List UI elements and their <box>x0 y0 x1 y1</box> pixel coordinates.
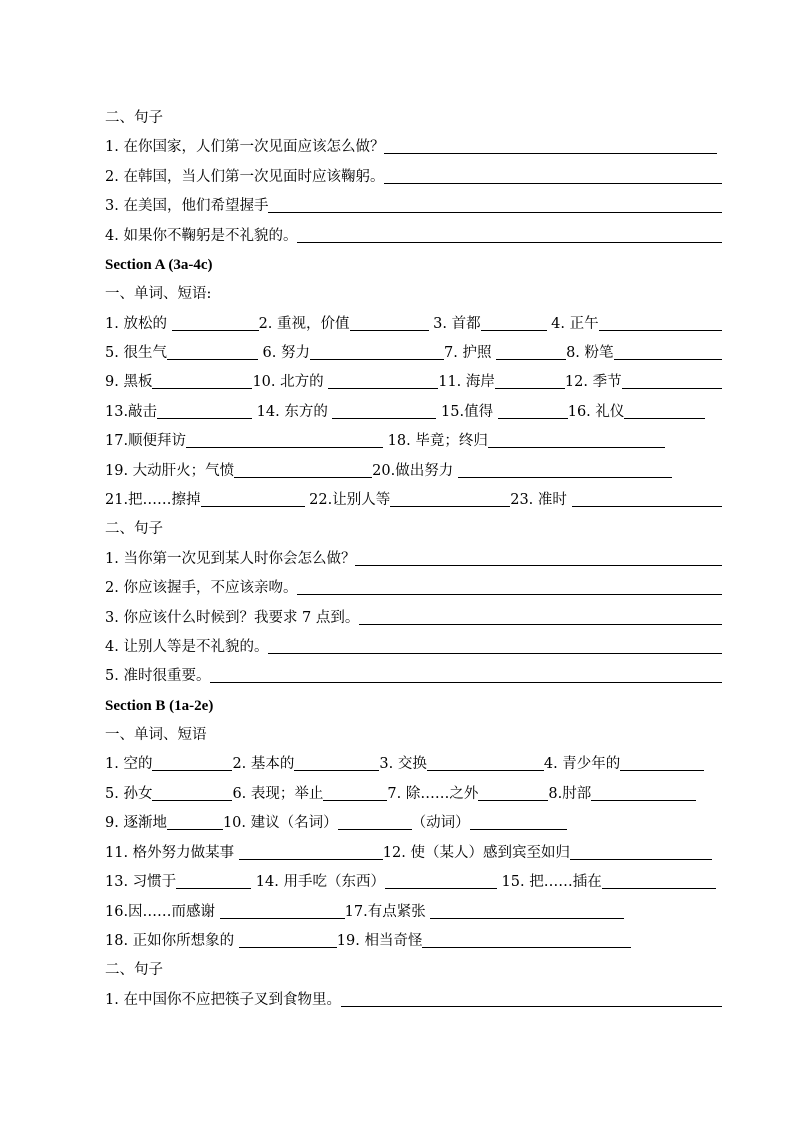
sentence-line <box>105 222 722 246</box>
vocab-item: 13. 习惯于 <box>105 874 177 890</box>
answer-blank[interactable] <box>220 902 345 919</box>
vocab-row <box>105 486 722 510</box>
answer-blank[interactable] <box>614 343 722 360</box>
vocab-item: 7. 护照 <box>444 345 497 361</box>
sentence-line <box>105 133 717 157</box>
answer-blank[interactable] <box>157 402 252 419</box>
answer-blank[interactable] <box>297 226 722 243</box>
answer-blank[interactable] <box>186 431 383 448</box>
vocab-item: 7. 除……之外 <box>387 786 479 802</box>
sentence-line <box>105 633 722 657</box>
sentence-line <box>105 163 722 187</box>
vocab-item: 18. 毕竟；终归 <box>383 433 488 449</box>
section-heading <box>105 956 163 980</box>
sentence-text: 3. 你应该什么时候到？我要求 7 点到。 <box>105 610 360 626</box>
answer-blank[interactable] <box>384 137 717 154</box>
answer-blank[interactable] <box>310 343 444 360</box>
answer-blank[interactable] <box>385 872 497 889</box>
answer-blank[interactable] <box>599 314 722 331</box>
heading-text: 二、句子 <box>105 110 163 126</box>
sentence-line <box>105 574 722 598</box>
vocab-item: 19. 大动肝火；气愤 <box>105 463 235 479</box>
vocab-item: 3. 交换 <box>379 756 427 772</box>
vocab-item: 10. 建议（名词） <box>222 815 338 831</box>
vocab-item: 5. 很生气 <box>105 345 167 361</box>
vocab-item: 5. 孙女 <box>105 786 153 802</box>
answer-blank[interactable] <box>268 196 722 213</box>
answer-blank[interactable] <box>624 402 705 419</box>
section-title-text: Section A (3a-4c) <box>105 257 213 273</box>
answer-blank[interactable] <box>167 813 223 830</box>
sentence-text: 5. 准时很重要。 <box>105 668 211 684</box>
answer-blank[interactable] <box>355 549 722 566</box>
vocab-row <box>105 339 722 363</box>
sentence-line <box>105 604 722 628</box>
sentence-line <box>105 986 722 1010</box>
answer-blank[interactable] <box>622 372 722 389</box>
vocab-item: （动词） <box>411 815 470 831</box>
answer-blank[interactable] <box>488 431 665 448</box>
answer-blank[interactable] <box>481 314 547 331</box>
vocab-item: 6. 努力 <box>257 345 311 361</box>
vocab-item: 12. 季节 <box>564 374 622 390</box>
vocab-item: 13.敲击 <box>105 404 158 420</box>
vocab-item: 14. 东方的 <box>252 404 333 420</box>
vocab-heading <box>105 721 207 745</box>
vocab-row <box>105 898 624 922</box>
vocab-item: 11. 海岸 <box>438 374 495 390</box>
answer-blank[interactable] <box>152 754 232 771</box>
vocab-item: 15.值得 <box>436 404 498 420</box>
answer-blank[interactable] <box>297 578 722 595</box>
vocab-item: 4. 青少年的 <box>543 756 621 772</box>
section-heading <box>105 104 163 128</box>
vocab-item: 17.有点紧张 <box>344 904 431 920</box>
vocab-item: 1. 放松的 <box>105 316 172 332</box>
vocab-item: 20.做出努力 <box>372 463 458 479</box>
answer-blank[interactable] <box>268 637 722 654</box>
answer-blank[interactable] <box>201 490 305 507</box>
vocab-item: 12. 使（某人）感到宾至如归 <box>382 845 570 861</box>
answer-blank[interactable] <box>478 784 548 801</box>
answer-blank[interactable] <box>239 931 337 948</box>
vocab-row <box>105 868 716 892</box>
vocab-item: 22.让别人等 <box>304 492 391 508</box>
vocab-item: 2. 重视，价值 <box>258 316 350 332</box>
answer-blank[interactable] <box>390 490 510 507</box>
vocab-heading <box>105 280 211 304</box>
sentence-line <box>105 662 722 686</box>
sentence-text: 3. 在美国，他们希望握手 <box>105 198 269 214</box>
heading-text: 一、单词、短语 <box>105 727 207 743</box>
answer-blank[interactable] <box>620 754 704 771</box>
heading-text: 二、句子 <box>105 521 163 537</box>
vocab-item: 21.把……擦掉 <box>105 492 201 508</box>
vocab-item: 23. 准时 <box>510 492 572 508</box>
answer-blank[interactable] <box>234 461 372 478</box>
vocab-item: 9. 黑板 <box>105 374 153 390</box>
sentence-text: 2. 在韩国，当人们第一次见面时应该鞠躬。 <box>105 169 385 185</box>
vocab-row <box>105 809 567 833</box>
answer-blank[interactable] <box>384 167 722 184</box>
vocab-item: 17.顺便拜访 <box>105 433 187 449</box>
answer-blank[interactable] <box>422 931 631 948</box>
sentence-text: 2. 你应该握手，不应该亲吻。 <box>105 580 298 596</box>
vocab-item: 6. 表现；举止 <box>232 786 324 802</box>
vocab-row <box>105 927 631 951</box>
vocab-item: 11. 格外努力做某事 <box>105 845 239 861</box>
answer-blank[interactable] <box>570 843 712 860</box>
vocab-item: 3. 首都 <box>428 316 481 332</box>
vocab-item: 10. 北方的 <box>252 374 329 390</box>
vocab-row <box>105 780 696 804</box>
vocab-item: 19. 相当奇怪 <box>336 933 423 949</box>
answer-blank[interactable] <box>495 372 565 389</box>
answer-blank[interactable] <box>167 343 258 360</box>
vocab-row <box>105 839 712 863</box>
vocab-row <box>105 427 665 451</box>
sentence-text: 4. 让别人等是不礼貌的。 <box>105 639 269 655</box>
sentence-text: 4. 如果你不鞠躬是不礼貌的。 <box>105 228 298 244</box>
vocab-item: 18. 正如你所想象的 <box>105 933 239 949</box>
section-title <box>105 692 213 716</box>
answer-blank[interactable] <box>498 402 568 419</box>
answer-blank[interactable] <box>350 314 429 331</box>
answer-blank[interactable] <box>332 402 436 419</box>
answer-blank[interactable] <box>328 372 438 389</box>
answer-blank[interactable] <box>458 461 672 478</box>
heading-text: 一、单词、短语: <box>105 286 212 302</box>
section-heading <box>105 515 163 539</box>
vocab-item: 1. 空的 <box>105 756 153 772</box>
answer-blank[interactable] <box>294 754 379 771</box>
vocab-item: 4. 正午 <box>546 316 599 332</box>
sentence-text: 1. 在中国你不应把筷子叉到食物里。 <box>105 992 341 1008</box>
vocab-row <box>105 368 722 392</box>
vocab-item: 8. 粉笔 <box>566 345 614 361</box>
answer-blank[interactable] <box>172 314 259 331</box>
vocab-row <box>105 310 722 334</box>
answer-blank[interactable] <box>239 843 383 860</box>
answer-blank[interactable] <box>176 872 251 889</box>
answer-blank[interactable] <box>427 754 544 771</box>
answer-blank[interactable] <box>496 343 566 360</box>
sentence-text: 1. 当你第一次见到某人时你会怎么做？ <box>105 551 356 567</box>
answer-blank[interactable] <box>152 784 232 801</box>
heading-text: 二、句子 <box>105 962 163 978</box>
answer-blank[interactable] <box>323 784 387 801</box>
sentence-text: 1. 在你国家，人们第一次见面应该怎么做？ <box>105 139 385 155</box>
vocab-item: 9. 逐渐地 <box>105 815 167 831</box>
vocab-item: 16.因……而感谢 <box>105 904 220 920</box>
vocab-row <box>105 398 705 422</box>
answer-blank[interactable] <box>210 666 722 683</box>
answer-blank[interactable] <box>152 372 252 389</box>
answer-blank[interactable] <box>338 813 412 830</box>
answer-blank[interactable] <box>341 990 722 1007</box>
vocab-item: 8.肘部 <box>548 786 592 802</box>
answer-blank[interactable] <box>359 608 722 625</box>
answer-blank[interactable] <box>470 813 567 830</box>
vocab-row <box>105 457 672 481</box>
section-title-text: Section B (1a-2e) <box>105 698 214 714</box>
answer-blank[interactable] <box>572 490 722 507</box>
vocab-row <box>105 750 704 774</box>
answer-blank[interactable] <box>591 784 696 801</box>
section-title <box>105 251 212 275</box>
vocab-item: 14. 用手吃（东西） <box>251 874 385 890</box>
vocab-item: 16. 礼仪 <box>567 404 625 420</box>
vocab-item: 2. 基本的 <box>232 756 295 772</box>
sentence-line <box>105 192 722 216</box>
vocab-item: 15. 把……插在 <box>496 874 602 890</box>
answer-blank[interactable] <box>430 902 624 919</box>
sentence-line <box>105 545 722 569</box>
answer-blank[interactable] <box>602 872 716 889</box>
